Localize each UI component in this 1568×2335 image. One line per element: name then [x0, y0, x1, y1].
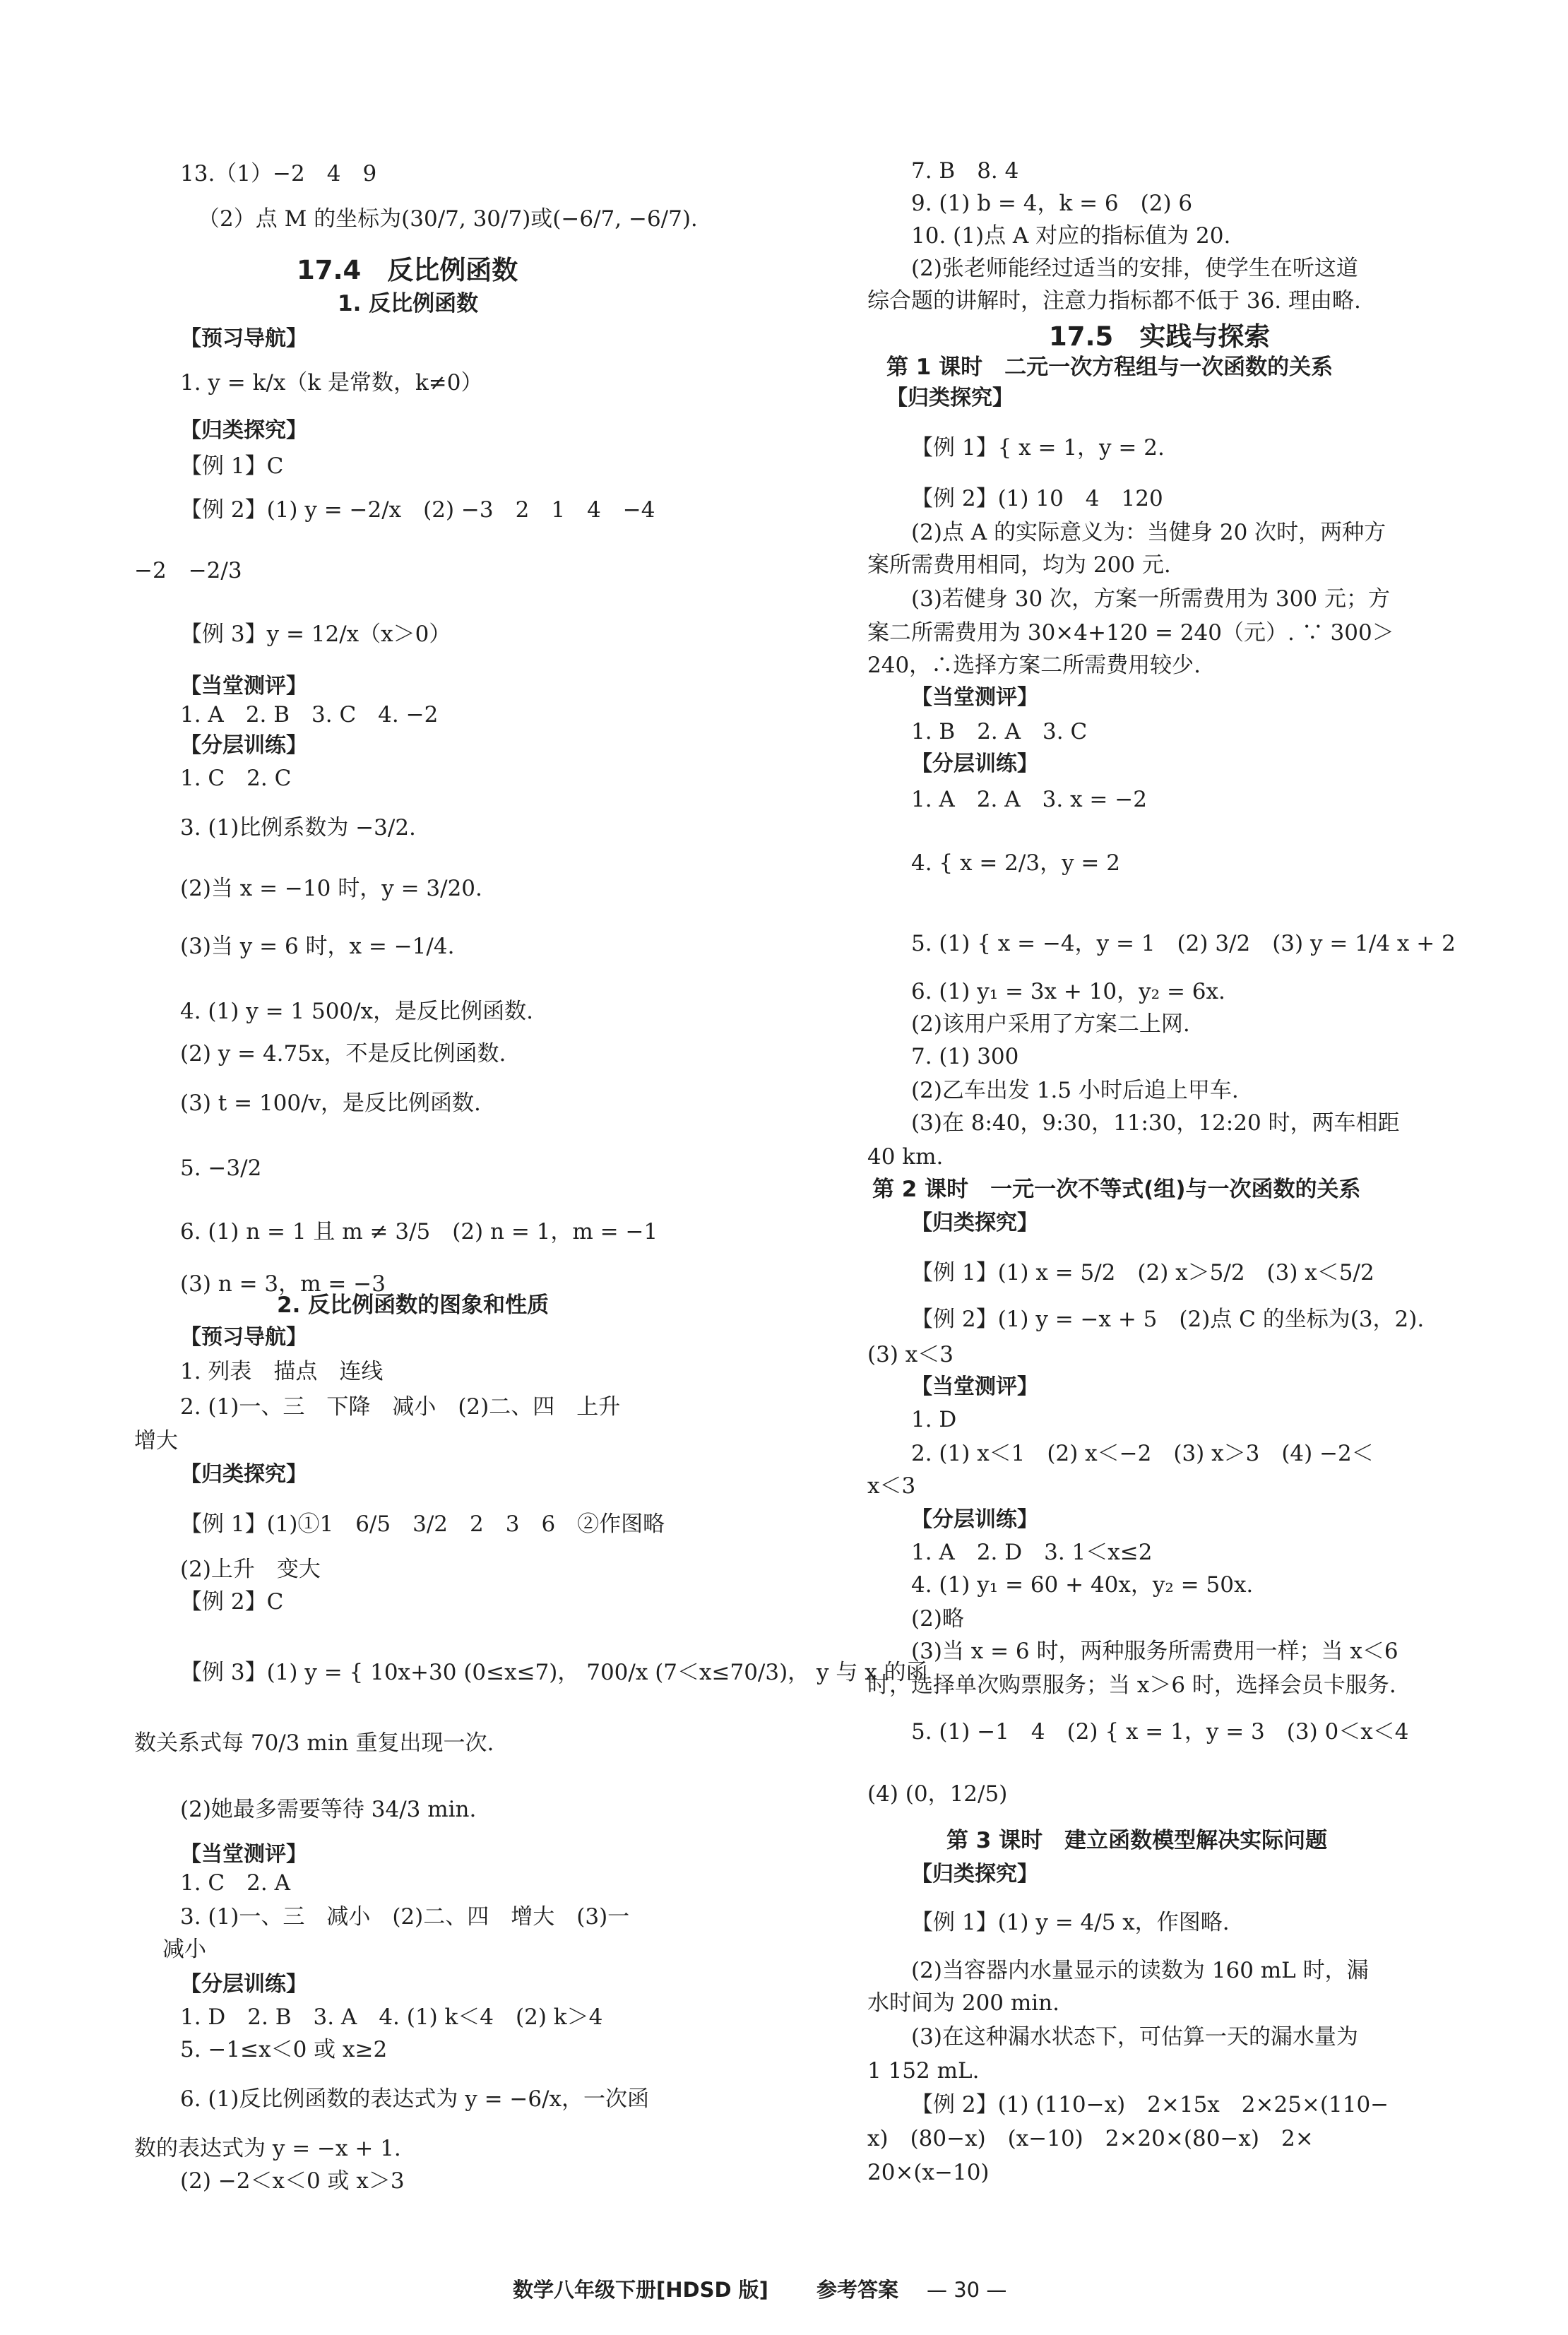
heading-test: 【当堂测评】 [180, 674, 307, 699]
answer-line: 1. B 2. A 3. C [911, 719, 1088, 744]
heading-test: 【当堂测评】 [911, 1374, 1038, 1399]
answer-line: 3. (1)一、三 减小 (2)二、四 增大 (3)一 [180, 1904, 630, 1930]
heading-explore: 【归类探究】 [180, 1462, 307, 1487]
answer-line: 【例 2】(1) (110−x) 2×15x 2×25×(110− [911, 2092, 1389, 2117]
footer-book-title: 数学八年级下册[HDSD 版] [513, 2278, 768, 2302]
lesson-title-3: 第 3 课时 建立函数模型解决实际问题 [946, 1828, 1328, 1853]
answer-line: 6. (1) n = 1 且 m ≠ 3/5 (2) n = 1，m = −1 [180, 1219, 658, 1244]
footer-answers-label: 参考答案 [816, 2278, 899, 2302]
section-title-17-5: 17.5 实践与探索 [1049, 321, 1271, 352]
answer-line: 增大 [134, 1428, 178, 1454]
answer-line: 5. −1≤x＜0 或 x≥2 [180, 2037, 388, 2062]
answer-13-2: （2）点 M 的坐标为(30/7, 30/7)或(−6/7, −6/7). [198, 206, 698, 232]
answer-line: x＜3 [867, 1473, 916, 1499]
answer-line: 案所需费用相同，均为 200 元. [867, 552, 1171, 578]
answer-line: (2)该用户采用了方案二上网. [911, 1011, 1190, 1037]
answer-line: 9. (1) b = 4，k = 6 (2) 6 [911, 191, 1193, 216]
answer-line: 240，∴选择方案二所需费用较少. [867, 653, 1201, 678]
answer-line: 7. (1) 300 [911, 1044, 1019, 1069]
answer-line: 4. (1) y = 1 500/x，是反比例函数. [180, 999, 533, 1024]
answer-line: x) (80−x) (x−10) 2×20×(80−x) 2× [867, 2126, 1314, 2151]
answer-line: 1. A 2. B 3. C 4. −2 [180, 702, 439, 727]
answer-line: (2)当容器内水量显示的读数为 160 mL 时，漏 [911, 1958, 1369, 1983]
answer-line: 1. A 2. D 3. 1＜x≤2 [911, 1540, 1153, 1565]
answer-line: 40 km. [867, 1144, 944, 1170]
section-title-17-4: 17.4 反比例函数 [297, 255, 518, 285]
answer-line: (2)上升 变大 [180, 1557, 321, 1582]
answer-line: 减小 [162, 1937, 206, 1962]
answer-line: 1. C 2. A [180, 1870, 290, 1896]
answer-line: 6. (1) y₁ = 3x + 10，y₂ = 6x. [911, 979, 1225, 1004]
heading-preview: 【预习导航】 [180, 1325, 307, 1350]
answer-line: (2) y = 4.75x，不是反比例函数. [180, 1041, 506, 1067]
answer-line: (3) t = 100/v，是反比例函数. [180, 1091, 481, 1116]
answer-line: (2)当 x = −10 时，y = 3/20. [180, 876, 482, 901]
answer-line: 1. A 2. A 3. x = −2 [911, 787, 1147, 812]
heading-explore: 【归类探究】 [911, 1211, 1038, 1235]
answer-line: 1 152 mL. [867, 2058, 980, 2084]
heading-test: 【当堂测评】 [911, 685, 1038, 710]
answer-line: 1. D [911, 1407, 957, 1432]
answer-line: 【例 1】(1) y = 4/5 x，作图略. [911, 1910, 1230, 1935]
answer-line: 6. (1)反比例函数的表达式为 y = −6/x，一次函 [180, 2086, 650, 2112]
answer-line: 4. (1) y₁ = 60 + 40x，y₂ = 50x. [911, 1572, 1254, 1598]
answer-line: (3)当 x = 6 时，两种服务所需费用一样；当 x＜6 [911, 1639, 1398, 1664]
answer-line: 时，选择单次购票服务；当 x＞6 时，选择会员卡服务. [867, 1672, 1396, 1698]
subsection-title-1: 1. 反比例函数 [338, 291, 479, 316]
heading-test: 【当堂测评】 [180, 1842, 307, 1867]
answer-line: 20×(x−10) [867, 2160, 990, 2185]
answer-line: 水时间为 200 min. [867, 1990, 1060, 2016]
answer-line: 案二所需费用为 30×4+120 = 240（元）. ∵ 300＞ [867, 620, 1394, 646]
answer-line: (2)略 [911, 1606, 964, 1632]
answer-line: (4) (0，12/5) [867, 1781, 1008, 1807]
answer-line: 1. 列表 描点 连线 [180, 1359, 384, 1384]
answer-line: 【例 3】(1) y = { 10x+30 (0≤x≤7)， 700/x (7＜x≤70/3)， y 与 x 的函 [180, 1660, 928, 1685]
answer-line: 【例 1】{ x = 1，y = 2. [911, 435, 1165, 461]
answer-line: −2 −2/3 [134, 558, 242, 583]
page-number: — 30 — [927, 2278, 1007, 2302]
subsection-title-2: 2. 反比例函数的图象和性质 [277, 1293, 550, 1318]
answer-line: 5. (1) { x = −4，y = 1 (2) 3/2 (3) y = 1/4 x + 2 [911, 931, 1456, 956]
answer-line: 2. (1)一、三 下降 减小 (2)二、四 上升 [180, 1394, 621, 1420]
heading-training: 【分层训练】 [911, 1507, 1038, 1532]
answer-13-1: 13.（1）−2 4 9 [180, 161, 377, 186]
heading-explore: 【归类探究】 [911, 1862, 1038, 1887]
answer-line: 【例 2】(1) y = −x + 5 (2)点 C 的坐标为(3，2). [911, 1307, 1425, 1332]
answer-line: (3)在 8:40，9:30，11:30，12:20 时，两车相距 [911, 1110, 1400, 1136]
answer-line: (3)当 y = 6 时，x = −1/4. [180, 934, 455, 959]
answer-line: 【例 2】C [180, 1589, 284, 1615]
heading-explore: 【归类探究】 [886, 386, 1014, 410]
answer-line: (2)点 A 的实际意义为：当健身 20 次时，两种方 [911, 520, 1386, 545]
answer-line: (3)若健身 30 次，方案一所需费用为 300 元；方 [911, 586, 1390, 612]
answer-line: 3. (1)比例系数为 −3/2. [180, 815, 416, 840]
lesson-title-1: 第 1 课时 二元一次方程组与一次函数的关系 [886, 355, 1334, 380]
answer-line: (2) −2＜x＜0 或 x＞3 [180, 2168, 405, 2194]
answer-line: (3) x＜3 [867, 1342, 954, 1367]
answer-line: 1. D 2. B 3. A 4. (1) k＜4 (2) k＞4 [180, 2004, 603, 2030]
answer-line: (2)张老师能经过适当的安排，使学生在听这道 [911, 256, 1358, 281]
heading-training: 【分层训练】 [911, 751, 1038, 776]
answer-line: 10. (1)点 A 对应的指标值为 20. [911, 223, 1231, 249]
answer-line: 1. y = k/x（k 是常数，k≠0） [180, 370, 483, 396]
answer-line: 2. (1) x＜1 (2) x＜−2 (3) x＞3 (4) −2＜ [911, 1441, 1374, 1466]
answer-line: 7. B 8. 4 [911, 158, 1019, 184]
answer-line: 数的表达式为 y = −x + 1. [134, 2136, 401, 2161]
answer-line: 4. { x = 2/3，y = 2 [911, 850, 1120, 876]
heading-preview: 【预习导航】 [180, 326, 307, 351]
answer-line: 【例 1】(1)①1 6/5 3/2 2 3 6 ②作图略 [180, 1511, 665, 1537]
answer-line: 【例 1】(1) x = 5/2 (2) x＞5/2 (3) x＜5/2 [911, 1260, 1374, 1285]
answer-line: 5. −3/2 [180, 1155, 262, 1181]
answer-line: 1. C 2. C [180, 766, 292, 791]
answer-line: 综合题的讲解时，注意力指标都不低于 36. 理由略. [867, 288, 1361, 314]
answer-line: (3)在这种漏水状态下，可估算一天的漏水量为 [911, 2024, 1358, 2050]
answer-line: 【例 2】(1) 10 4 120 [911, 486, 1163, 511]
answer-line: (2)乙车出发 1.5 小时后追上甲车. [911, 1078, 1239, 1103]
answer-line: 【例 2】(1) y = −2/x (2) −3 2 1 4 −4 [180, 497, 655, 523]
heading-training: 【分层训练】 [180, 1972, 307, 1997]
answer-line: 【例 3】y = 12/x（x＞0） [180, 622, 451, 647]
answer-line: (3) n = 3，m = −3 [180, 1271, 386, 1297]
heading-training: 【分层训练】 [180, 733, 307, 758]
answer-line: 5. (1) −1 4 (2) { x = 1，y = 3 (3) 0＜x＜4 [911, 1719, 1409, 1745]
answer-line: 数关系式每 70/3 min 重复出现一次. [134, 1730, 494, 1756]
heading-explore: 【归类探究】 [180, 418, 307, 443]
answer-line: 【例 1】C [180, 453, 284, 479]
lesson-title-2: 第 2 课时 一元一次不等式(组)与一次函数的关系 [872, 1177, 1361, 1202]
answer-line: (2)她最多需要等待 34/3 min. [180, 1797, 477, 1822]
